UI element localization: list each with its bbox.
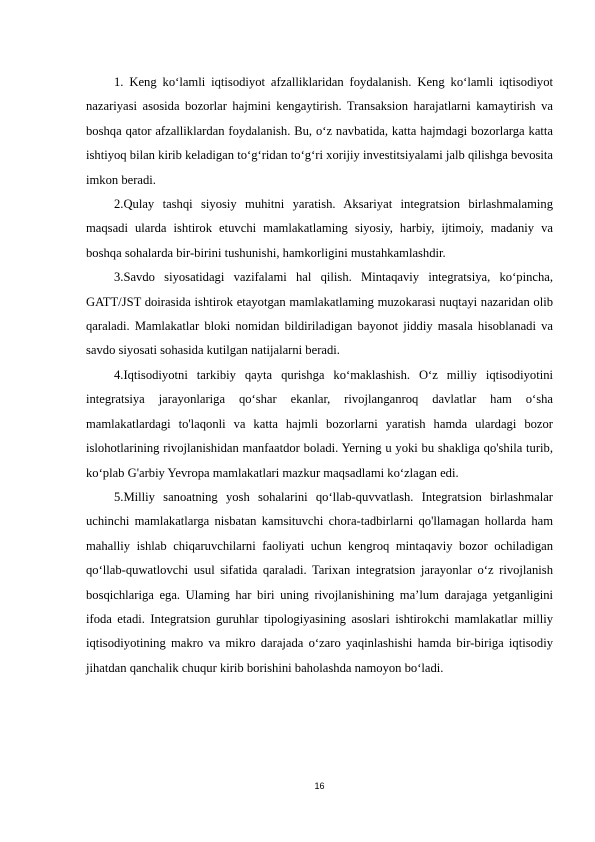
paragraph-young-industries: 5.Milliy sanoatning yosh sohalarini qo‘llab-quvvatlash. Integratsion birlashmalar uchinchi mamlakatlarga nisbatan kamsituvchi chora-tadbirlarni qo'llamagan hollarda ham mahalliy ishlab chiqaruvchilarni faoliyati uchun kengroq mintaqaviy bozor ochiladigan qo‘llab-quwatlovchi usul sifatida qaraladi. Tarixan integratsion jarayonlar o‘z rivojlanish bosqichlariga ega. Ulaming har biri uning rivojlanishining ma’lum darajaga yetganligini ifoda etadi. Integratsion guruhlar tipologiyasining asoslari ishtirokchi mamlakatlar milliy iqtisodiyotining makro va mikro darajada o‘zaro yaqinlashishi hamda bir-biriga iqtisodiy jihatdan qanchalik chuqur kirib borishini baholashda namoyon bo‘ladi. [86, 489, 553, 675]
paragraph-political-environment: 2.Qulay tashqi siyosiy muhitni yaratish. Aksariyat integratsion birlashmalaming maqsadi ularda ishtirok etuvchi mamlakatlaming siyosiy, harbiy, ijtimoiy, madaniy va boshqa sohalarda bir-birini tushunishi, hamkorligini mustahkamlashdir. [86, 197, 553, 260]
paragraph-restructuring: 4.Iqtisodiyotni tarkibiy qayta qurishga ko‘maklashish. O‘z milliy iqtisodiyotini integratsiya jarayonlariga qo‘shar ekanlar, rivojlanganroq davlatlar ham o‘sha mamlakatlardagi to'laqonli va katta hajmli bozorlarni yaratish hamda ulardagi bozor islohotlarining rivojlanishidan manfaatdor boladi. Yerning u yoki bu shakliga qo'shila turib, ko‘plab G'arbiy Yevropa mamlakatlari mazkur maqsadlami ko‘zlagan edi. [86, 367, 553, 480]
paragraph-economies-of-scale: 1. Keng ko‘lamli iqtisodiyot afzalliklaridan foydalanish. Keng ko‘lamli iqtisodiyot nazariyasi asosida bozorlar hajmini kengaytirish. Transaksion harajatlarni kamaytirish va boshqa qator afzalliklardan foydalanish. Bu, o‘z navbatida, katta hajmdagi bozorlarga katta ishtiyoq bilan kirib keladigan to‘g‘ridan to‘g‘ri xorijiy investitsiyalami jalb qilishga bevosita imkon beradi. [86, 75, 553, 187]
document-body [86, 70, 553, 680]
page-number-footer [0, 781, 595, 791]
paragraph-trade-policy: 3.Savdo siyosatidagi vazifalami hal qilish. Mintaqaviy integratsiya, ko‘pincha, GATT/JST doirasida ishtirok etayotgan mamlakatlaming muzokarasi nuqtayi nazaridan olib qaraladi. Mamlakatlar bloki nomidan bildiriladigan bayonot jiddiy masala hisoblanadi va savdo siyosati sohasida kutilgan natijalarni beradi. [86, 270, 553, 358]
page-number: 16 [314, 781, 325, 791]
